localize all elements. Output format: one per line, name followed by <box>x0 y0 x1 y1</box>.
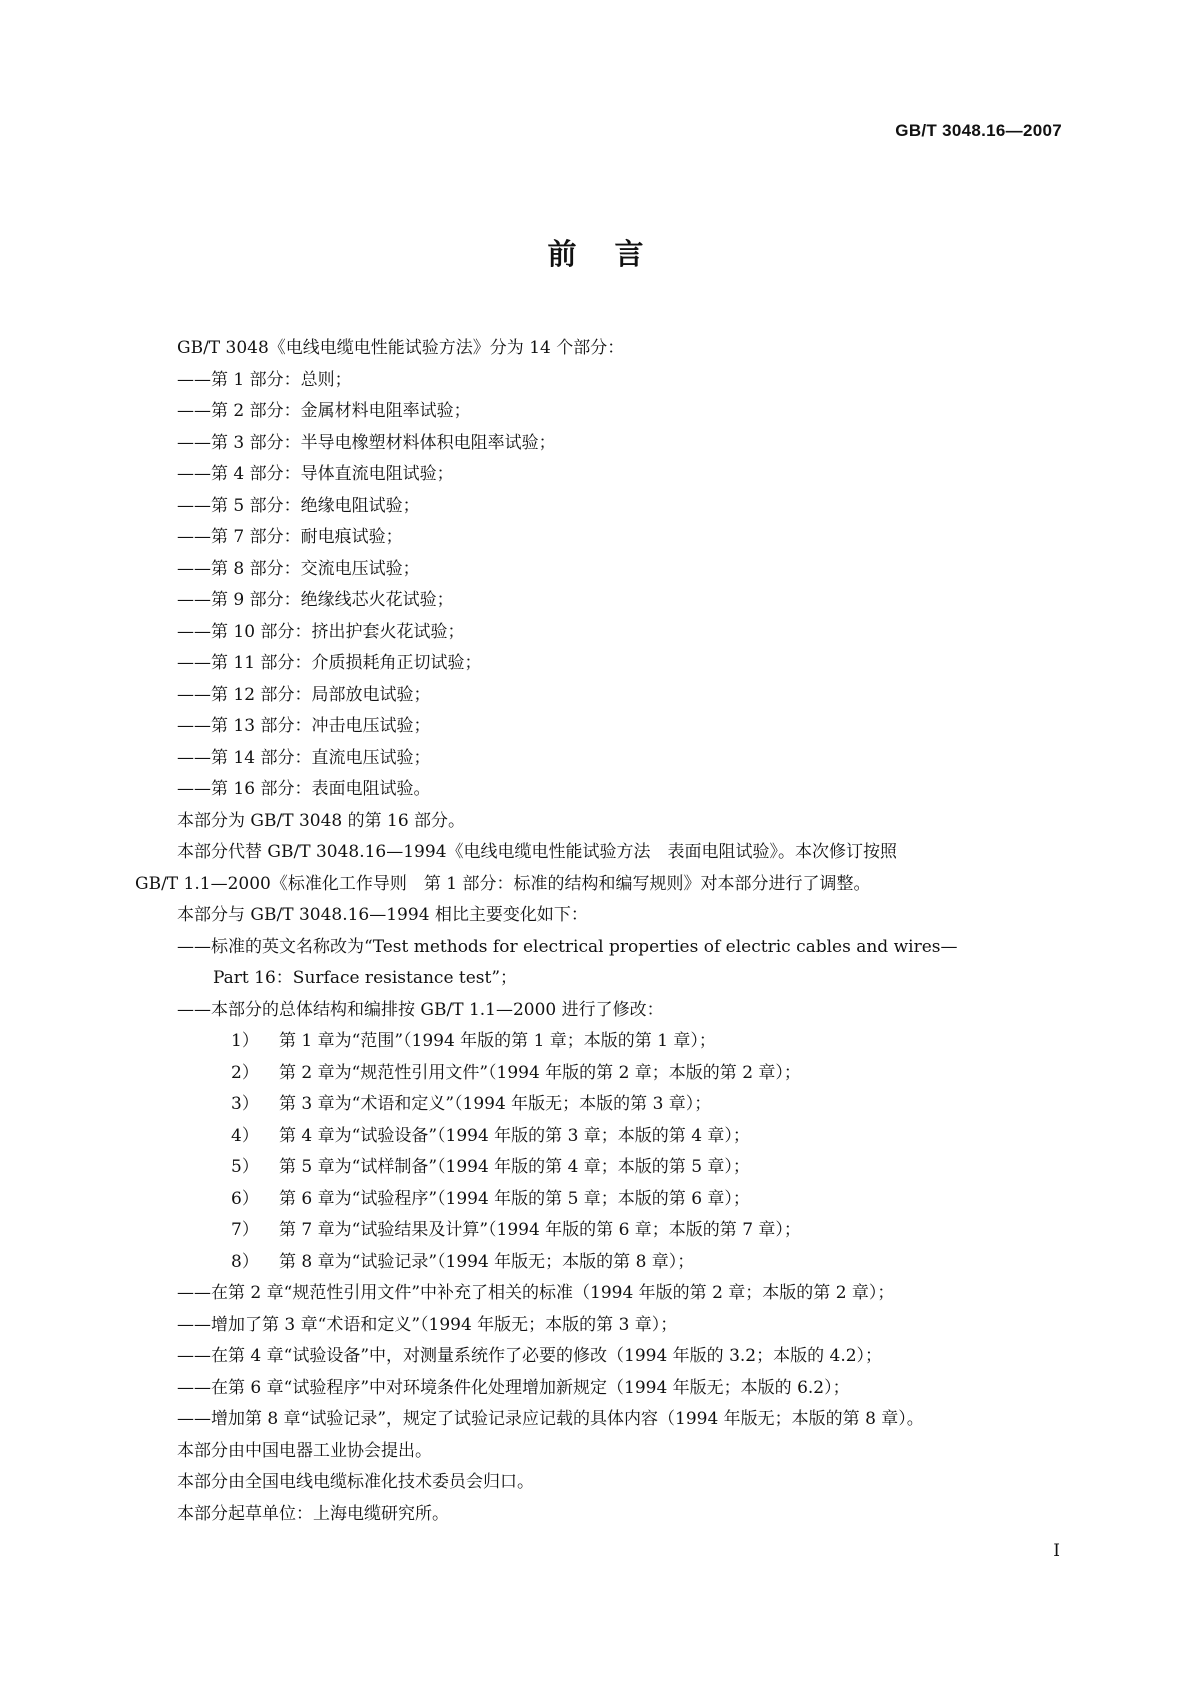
document-body <box>135 333 1060 1530</box>
chapter-item <box>135 1026 1060 1058</box>
change-item: ——增加了第 3 章“术语和定义”（1994 年版无；本版的第 3 章）； <box>177 1314 678 1335</box>
chapter-item <box>135 1089 1060 1121</box>
list-item: ——第 7 部分：耐电痕试验； <box>177 527 403 547</box>
chapter-item <box>135 1215 1060 1247</box>
chapter-number: 7） <box>231 1220 259 1240</box>
chapter-number: 5） <box>231 1157 259 1177</box>
chapter-item <box>135 1121 1060 1153</box>
chapter-text: 第 6 章为“试验程序”（1994 年版的第 5 章；本版的第 6 章）； <box>279 1188 750 1209</box>
list-item: ——第 5 部分：绝缘电阻试验； <box>177 495 420 516</box>
change-item: ——在第 6 章“试验程序”中对环境条件化处理增加新规定（1994 年版无；本版的 6.2）； <box>177 1377 850 1398</box>
change-item-continuation: Part 16：Surface resistance test”； <box>213 968 518 988</box>
chapter-text: 第 1 章为“范围”（1994 年版的第 1 章；本版的第 1 章）； <box>279 1031 716 1051</box>
list-item: ——第 14 部分：直流电压试验； <box>177 747 431 768</box>
change-item: ——标准的英文名称改为“Test methods for electrical properties of electric cables and wires— <box>177 936 958 957</box>
chapter-number: 1） <box>231 1031 259 1051</box>
list-item: ——第 13 部分：冲击电压试验； <box>177 716 431 736</box>
change-item: ——本部分的总体结构和编排按 GB/T 1.1—2000 进行了修改： <box>177 999 664 1020</box>
chapter-number: 2） <box>231 1062 259 1083</box>
list-item: ——第 11 部分：介质损耗角正切试验； <box>177 653 482 673</box>
list-item: ——第 2 部分：金属材料电阻率试验； <box>177 401 471 421</box>
chapter-text: 第 4 章为“试验设备”（1994 年版的第 3 章；本版的第 4 章）； <box>279 1125 750 1146</box>
centralized-paragraph: 本部分由全国电线电缆标准化技术委员会归口。 <box>177 1472 534 1492</box>
chapter-item <box>135 1184 1060 1216</box>
chapter-text: 第 8 章为“试验记录”（1994 年版无；本版的第 8 章）； <box>279 1251 695 1272</box>
list-item: ——第 4 部分：导体直流电阻试验； <box>177 464 454 484</box>
chapter-number: 3） <box>231 1094 259 1114</box>
chapter-number: 8） <box>231 1251 259 1272</box>
page-title: 前言 <box>547 237 682 271</box>
chapter-item <box>135 1152 1060 1184</box>
chapter-number: 4） <box>231 1125 259 1146</box>
change-item: ——在第 4 章“试验设备”中，对测量系统作了必要的修改（1994 年版的 3.2；本版的 4.2）； <box>177 1346 883 1366</box>
page-number: I <box>1053 1541 1060 1561</box>
list-item: ——第 3 部分：半导电橡塑材料体积电阻率试验； <box>177 432 556 453</box>
change-item: ——增加第 8 章“试验记录”，规定了试验记录应记载的具体内容（1994 年版无；本版的第 8 章）。 <box>177 1409 924 1429</box>
chapter-number: 6） <box>231 1188 259 1209</box>
chapter-text: 第 5 章为“试样制备”（1994 年版的第 4 章；本版的第 5 章）； <box>279 1157 750 1177</box>
change-item: ——在第 2 章“规范性引用文件”中补充了相关的标准（1994 年版的第 2 章；本版的第 2 章）； <box>177 1283 895 1303</box>
list-item: ——第 10 部分：挤出护套火花试验； <box>177 621 465 642</box>
chapter-item <box>135 1058 1060 1090</box>
chapter-item <box>135 1247 1060 1279</box>
standard-code: GB/T 3048.16—2007 <box>895 121 1062 140</box>
this-part-paragraph: 本部分为 GB/T 3048 的第 16 部分。 <box>177 810 466 831</box>
chapter-text: 第 2 章为“规范性引用文件”（1994 年版的第 2 章；本版的第 2 章）； <box>279 1062 801 1083</box>
drafting-unit-paragraph: 本部分起草单位：上海电缆研究所。 <box>177 1503 449 1524</box>
intro-paragraph: GB/T 3048《电线电缆电性能试验方法》分为 14 个部分： <box>177 338 625 358</box>
list-item: ——第 1 部分：总则； <box>177 369 352 390</box>
chapter-text: 第 7 章为“试验结果及计算”（1994 年版的第 6 章；本版的第 7 章）； <box>279 1220 801 1240</box>
list-item: ——第 8 部分：交流电压试验； <box>177 558 420 579</box>
list-item: ——第 16 部分：表面电阻试验。 <box>177 779 431 799</box>
changes-intro: 本部分与 GB/T 3048.16—1994 相比主要变化如下： <box>177 905 588 925</box>
list-item: ——第 12 部分：局部放电试验； <box>177 684 431 705</box>
list-item: ——第 9 部分：绝缘线芯火花试验； <box>177 590 454 610</box>
replace-paragraph-line: GB/T 1.1—2000《标准化工作导则 第 1 部分：标准的结构和编写规则》对本部分进行了调整。 <box>135 873 871 894</box>
chapter-text: 第 3 章为“术语和定义”（1994 年版无；本版的第 3 章）； <box>279 1094 712 1114</box>
proposed-paragraph: 本部分由中国电器工业协会提出。 <box>177 1440 432 1461</box>
replace-paragraph-line: 本部分代替 GB/T 3048.16—1994《电线电缆电性能试验方法 表面电阻试验》。本次修订按照 <box>177 842 898 862</box>
